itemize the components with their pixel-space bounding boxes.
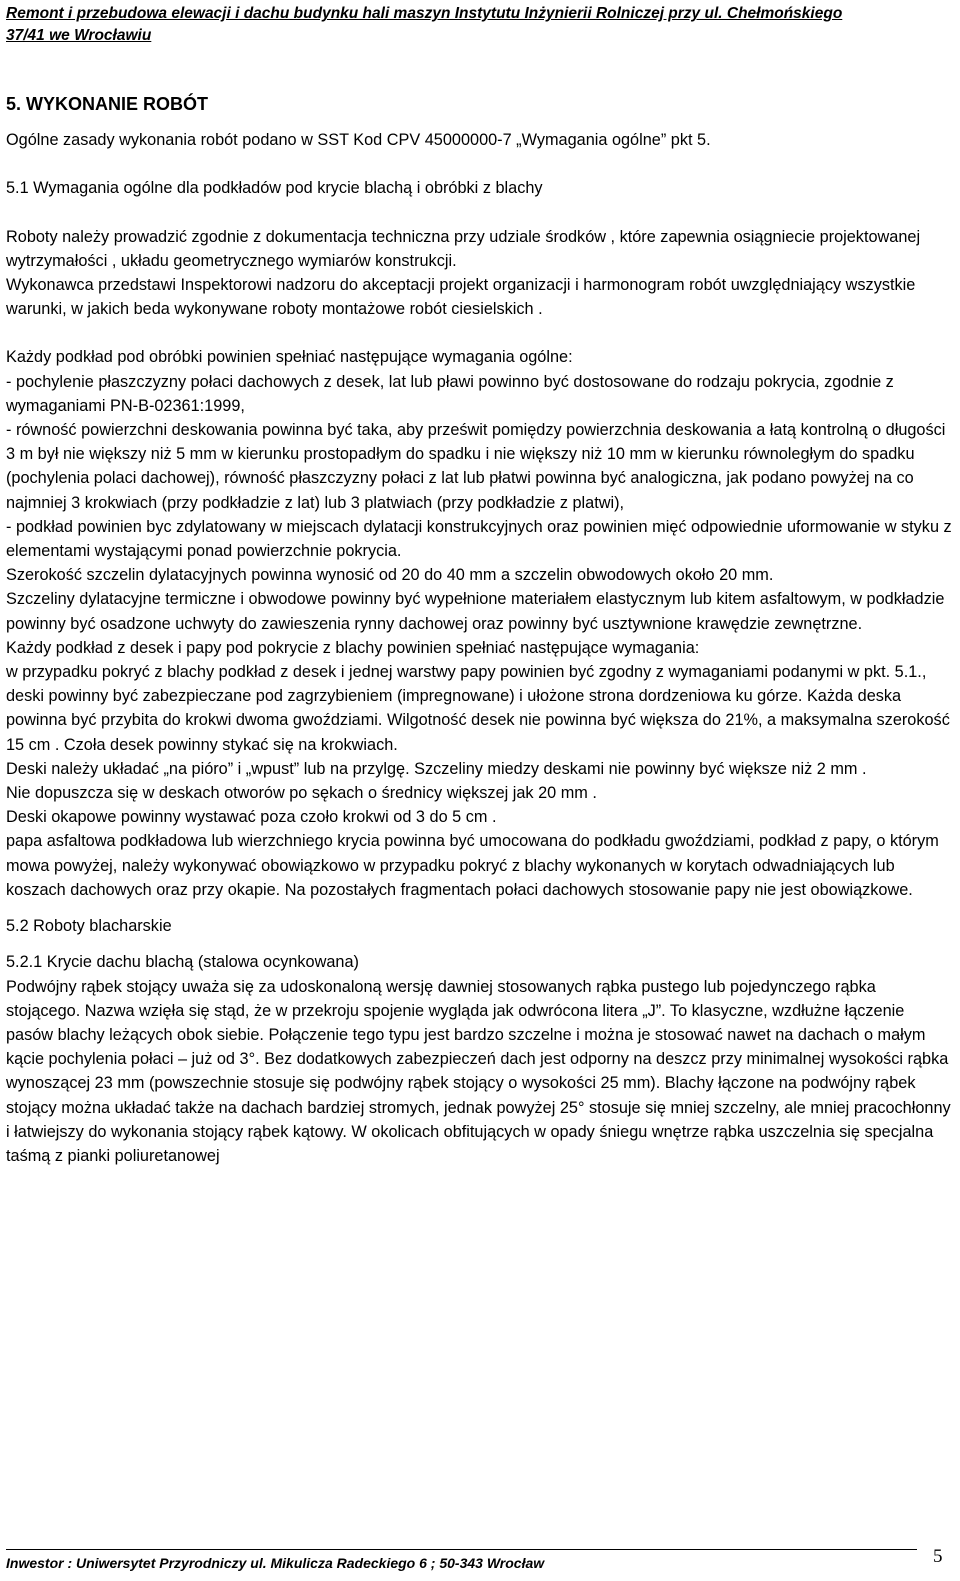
requirement-line: Deski okapowe powinny wystawać poza czoło krokwi od 3 do 5 cm . (6, 808, 497, 827)
header-line-1: Remont i przebudowa elewacji i dachu budynku hali maszyn Instytutu Inżynierii Rolniczej przy ul. Chełmońskiego (6, 5, 843, 22)
requirement-line: Deski należy układać „na pióro” i „wpust” lub na przylgę. Szczeliny miedzy deskami nie powinny być większe niż 2 mm . (6, 759, 867, 778)
requirement-line: - pochylenie płaszczyzny połaci dachowych z desek, lat lub pławi powinno być dostosowane do rodzaju pokrycia, zgodnie z wymaganiami PN-B-02361:1999, (6, 372, 894, 415)
section-5-1-paragraph-1: Roboty należy prowadzić zgodnie z dokumentacja techniczna przy udziale środków , które zapewnia osiągniecie projektowanej wytrzymałości , układu geometrycznego wymiarów konstrukcji. (6, 227, 921, 270)
requirement-line: Szczeliny dylatacyjne termiczne i obwodowe powinny być wypełnione materiałem elastycznym lub kitem asfaltowym, w podkładzie powinny być osadzone uchwyty do zawieszenia rynny dachowej oraz powinny być usztywnione krawędzie zewnętrzne. (6, 590, 945, 633)
page-number: 5 (933, 1546, 943, 1567)
section-5-2-title: 5.2 Roboty blacharskie (6, 917, 172, 936)
requirement-line: papa asfaltowa podkładowa lub wierzchniego krycia powinna być umocowana do podkładu gwoździami, podkład z papy, o którym mowa powyżej, należy wykonywać obowiązkowo w przypadku pokryć z blachy wykonanych w korytach odwadniających lub koszach dachowych oraz przy okapie. Na pozostałych fragmentach połaci dachowych stosowanie papy nie jest obowiązkowe. (6, 832, 939, 899)
section-5-intro: Ogólne zasady wykonania robót podano w SST Kod CPV 45000000-7 „Wymagania ogólne” pkt 5. (6, 131, 711, 150)
footer-investor: Inwestor : Uniwersytet Przyrodniczy ul. Mikulicza Radeckiego 6 ; 50-343 Wrocław (6, 1555, 545, 1571)
section-5-1-title: 5.1 Wymagania ogólne dla podkładów pod krycie blachą i obróbki z blachy (6, 179, 543, 198)
requirement-line: Każdy podkład z desek i papy pod pokrycie z blachy powinien spełniać następujące wymagania: (6, 638, 700, 657)
requirement-line: - podkład powinien byc zdylatowany w miejscach dylatacji konstrukcyjnych oraz powinien mięć odpowiednie uformowanie w styku z elementami wystającymi ponad powierzchnie pokrycia. (6, 517, 952, 561)
requirement-line: - równość powierzchni deskowania powinna być taka, aby prześwit pomiędzy powierzchnia deskowania a łatą kontrolną o długości 3 m był nie większy niż 5 mm w kierunku prostopadłym do spadku i nie większy niż 10 mm w kierunku równoległym do spadku (pochylenia polaci dachowej), równość płaszczyzny połaci z lat lub płatwi powinna być analogiczna, jak podano powyżej na co najmniej 3 krokwiach (przy podkładzie z lat) lub 3 platwiach (przy podkładzie z platwi), (6, 421, 946, 512)
requirement-line: w przypadku pokryć z blachy podkład z desek i jednej warstwy papy powinien być zgodny z wymaganiami podanymi w pkt. 5.1., (6, 663, 927, 682)
section-5-1-paragraph-2: Wykonawca przedstawi Inspektorowi nadzoru do akceptacji projekt organizacji i harmonogram robót uwzględniający wszystkie warunki, w jakich beda wykonywane roboty montażowe robót ciesielskich . (6, 276, 916, 319)
section-5-2-1-title: 5.2.1 Krycie dachu blachą (stalowa ocynkowana) (6, 953, 359, 972)
document-header (6, 3, 954, 47)
footer-divider (6, 1549, 917, 1550)
requirement-line: Szerokość szczelin dylatacyjnych powinna wynosić od 20 do 40 mm a szczelin obwodowych około 20 mm. (6, 566, 774, 585)
requirement-line: deski powinny być zabezpieczane pod zagrzybieniem (impregnowane) i ułożone strona dordzeniowa ku górze. Każda deska powinna być przybita do krokwi dwoma gwoździami. Wilgotność desek nie powinna być większa do 21%, a maksymalna szerokość 15 cm . Czoła desek powinny stykać się na krokwiach. (6, 687, 950, 754)
section-5-2-1-body: Podwójny rąbek stojący uważa się za udoskonaloną wersję dawniej stosowanych rąbka pustego lub pojedynczego rąbka stojącego. Nazwa wzięła się stąd, że w przekroju spojenie wygląda jak odwrócona litera „J”. To klasyczne, wzdłużne łączenie pasów blachy leżących obok siebie. Połączenie tego typu jest bardzo szczelne i można je stosować nawet na dachach o małym kącie pochylenia połaci – już od 3°. Bez dodatkowych zabezpieczeń dach jest odporny na deszcz przy minimalnej wysokości rąbka wynoszącej 23 mm (powszechnie stosuje się podwójny rąbek stojący o wysokości 25 mm). Blachy łączone na podwójny rąbek stojący można układać także na dachach bardziej stromych, jednak powyżej 25° stosuje się mniej szczelny, ale mniej pracochłonny i łatwiejszy do wykonania stojący rąbek kątowy. W okolicach obfitujących w opady śniegu wnętrze rąbka uszczelnia się specjalna taśmą z pianki poliuretanowej (6, 977, 951, 1165)
section-5-title: 5. WYKONANIE ROBÓT (6, 94, 209, 114)
header-line-2: 37/41 we Wrocławiu (6, 27, 152, 44)
requirement-line: Nie dopuszcza się w deskach otworów po sękach o średnicy większej jak 20 mm . (6, 784, 597, 803)
document-body (6, 92, 954, 1168)
requirement-line: Każdy podkład pod obróbki powinien spełniać następujące wymagania ogólne: (6, 348, 573, 367)
